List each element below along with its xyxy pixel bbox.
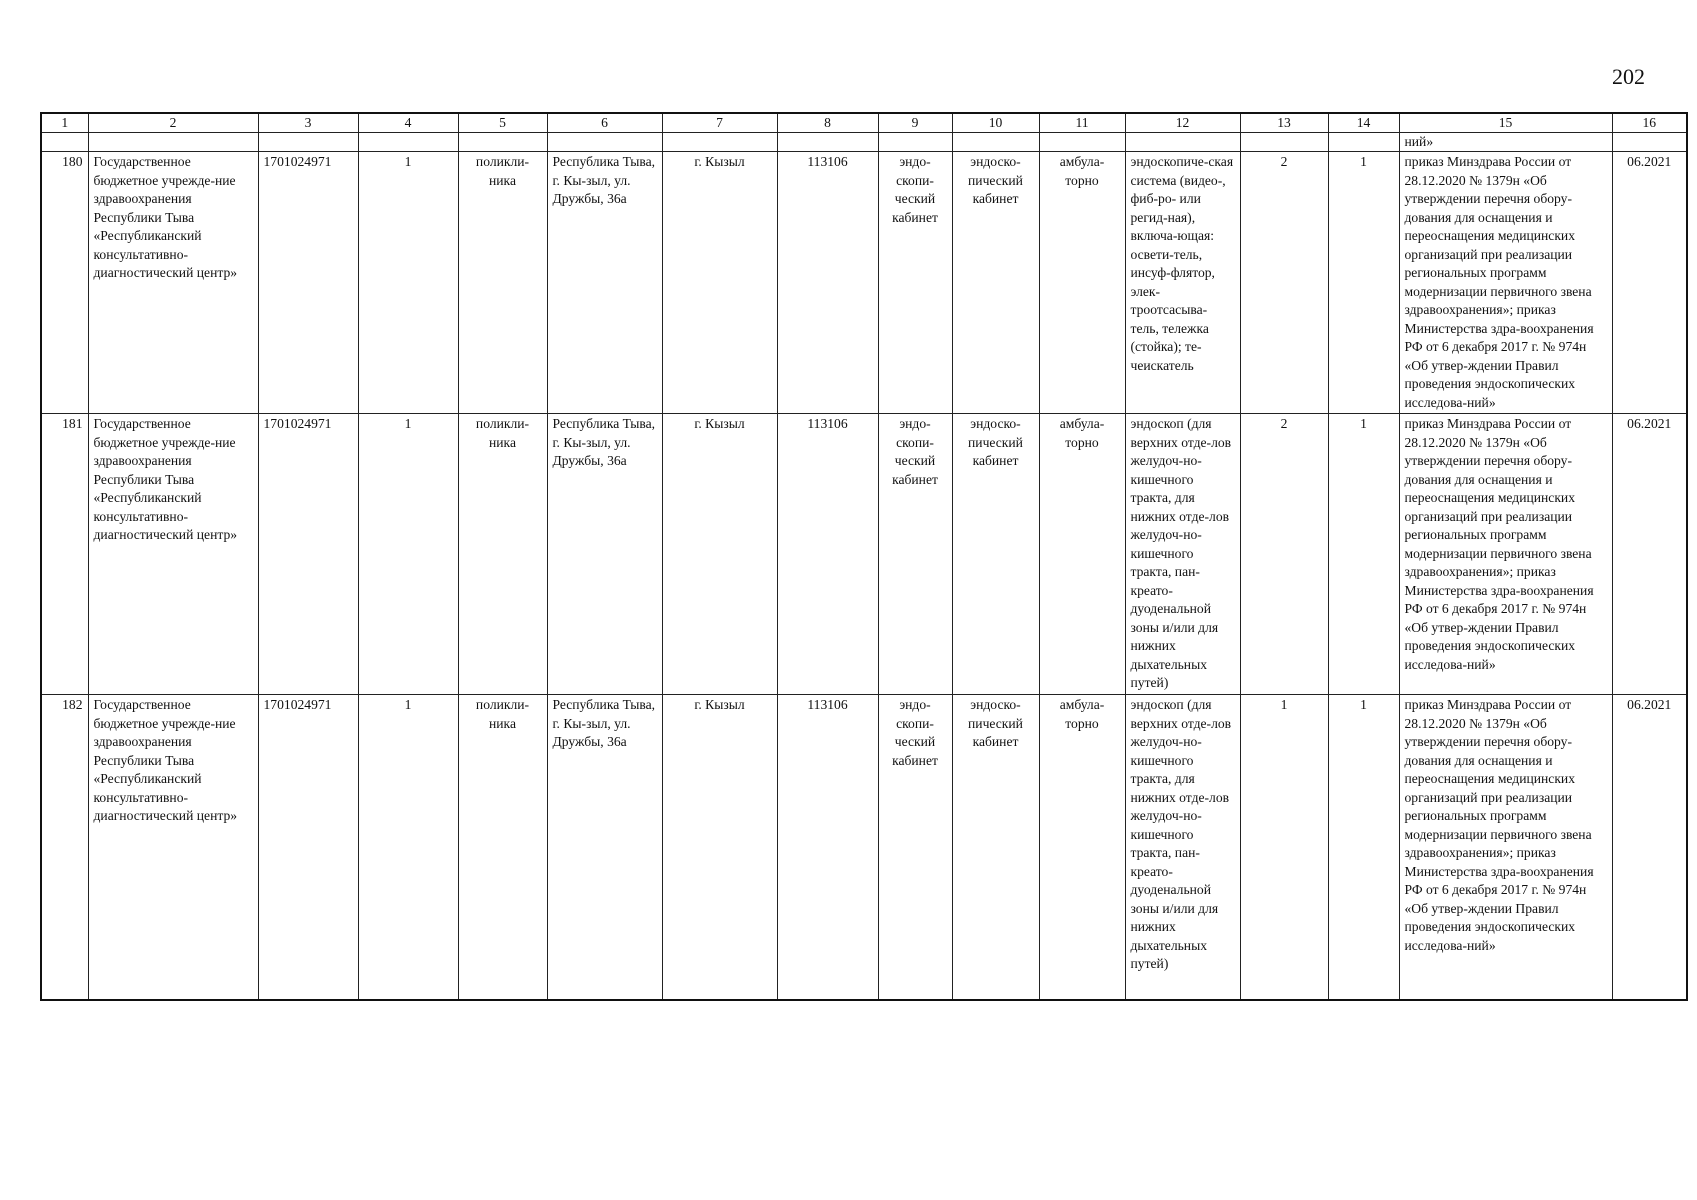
column-number: 6 <box>547 113 662 133</box>
column-number: 16 <box>1612 113 1687 133</box>
code: 113106 <box>777 414 878 695</box>
facility-type: поликли-ника <box>458 152 547 414</box>
organization-name: Государственное бюджетное учрежде-ние здравоохранения Республики Тыва «Республиканский консультативно-диагностический центр» <box>88 152 258 414</box>
column-number-row <box>41 113 1687 133</box>
legal-basis: приказ Минздрава России от 28.12.2020 № 1379н «Об утверждении перечня обору-дования для оснащения и переоснащения медицинских организаций при реализации региональных программ модернизации первичного звена здравоохранения»; приказ Министерства здра-воохранения РФ от 6 декабря 2017 г. № 974н «Об утвер-ждении Правил проведения эндоскопических исследова-ний» <box>1399 414 1612 695</box>
care-mode: амбула-торно <box>1039 695 1125 1001</box>
column-number: 7 <box>662 113 777 133</box>
table-cell <box>1328 133 1399 152</box>
table-cell <box>458 133 547 152</box>
column-4-value: 1 <box>358 152 458 414</box>
continuation-row <box>41 133 1687 152</box>
room-name: эндоско-пический кабинет <box>952 152 1039 414</box>
equipment-description: эндоскоп (для верхних отде-лов желудоч-но-кишечного тракта, для нижних отде-лов желудоч-но-кишечного тракта, пан-креато-дуоденальной зоны и/или для нижних дыхательных путей) <box>1125 414 1240 695</box>
column-number: 2 <box>88 113 258 133</box>
table-cell <box>1612 133 1687 152</box>
organization-name: Государственное бюджетное учрежде-ние здравоохранения Республики Тыва «Республиканский консультативно-диагностический центр» <box>88 695 258 1001</box>
inn-code: 1701024971 <box>258 152 358 414</box>
column-number: 1 <box>41 113 88 133</box>
care-mode: амбула-торно <box>1039 414 1125 695</box>
city: г. Кызыл <box>662 414 777 695</box>
table-cell <box>547 133 662 152</box>
column-number: 13 <box>1240 113 1328 133</box>
address: Республика Тыва, г. Кы-зыл, ул. Дружбы, 36а <box>547 152 662 414</box>
column-number: 11 <box>1039 113 1125 133</box>
column-number: 15 <box>1399 113 1612 133</box>
continuation-text: ний» <box>1399 133 1612 152</box>
care-mode: амбула-торно <box>1039 152 1125 414</box>
unit-name: эндо-скопи-ческий кабинет <box>878 695 952 1001</box>
inn-code: 1701024971 <box>258 695 358 1001</box>
code: 113106 <box>777 152 878 414</box>
column-13-value: 1 <box>1240 695 1328 1001</box>
city: г. Кызыл <box>662 152 777 414</box>
table-row <box>41 695 1687 1001</box>
date: 06.2021 <box>1612 414 1687 695</box>
column-4-value: 1 <box>358 695 458 1001</box>
column-number: 9 <box>878 113 952 133</box>
table-row <box>41 152 1687 414</box>
equipment-registry-table <box>40 112 1688 1001</box>
date: 06.2021 <box>1612 695 1687 1001</box>
legal-basis: приказ Минздрава России от 28.12.2020 № 1379н «Об утверждении перечня обору-дования для оснащения и переоснащения медицинских организаций при реализации региональных программ модернизации первичного звена здравоохранения»; приказ Министерства здра-воохранения РФ от 6 декабря 2017 г. № 974н «Об утвер-ждении Правил проведения эндоскопических исследова-ний» <box>1399 152 1612 414</box>
row-number: 181 <box>41 414 88 695</box>
room-name: эндоско-пический кабинет <box>952 695 1039 1001</box>
table-cell <box>662 133 777 152</box>
table-cell <box>1240 133 1328 152</box>
column-number: 12 <box>1125 113 1240 133</box>
table-cell <box>88 133 258 152</box>
city: г. Кызыл <box>662 695 777 1001</box>
column-14-value: 1 <box>1328 414 1399 695</box>
legal-basis: приказ Минздрава России от 28.12.2020 № 1379н «Об утверждении перечня обору-дования для оснащения и переоснащения медицинских организаций при реализации региональных программ модернизации первичного звена здравоохранения»; приказ Министерства здра-воохранения РФ от 6 декабря 2017 г. № 974н «Об утвер-ждении Правил проведения эндоскопических исследова-ний» <box>1399 695 1612 1001</box>
unit-name: эндо-скопи-ческий кабинет <box>878 152 952 414</box>
table-cell <box>358 133 458 152</box>
inn-code: 1701024971 <box>258 414 358 695</box>
column-13-value: 2 <box>1240 152 1328 414</box>
table-cell <box>878 133 952 152</box>
row-number: 180 <box>41 152 88 414</box>
facility-type: поликли-ника <box>458 414 547 695</box>
table-cell <box>258 133 358 152</box>
column-number: 4 <box>358 113 458 133</box>
equipment-description: эндоскоп (для верхних отде-лов желудоч-но-кишечного тракта, для нижних отде-лов желудоч-но-кишечного тракта, пан-креато-дуоденальной зоны и/или для нижних дыхательных путей) <box>1125 695 1240 1001</box>
room-name: эндоско-пический кабинет <box>952 414 1039 695</box>
table-row <box>41 414 1687 695</box>
column-number: 10 <box>952 113 1039 133</box>
column-4-value: 1 <box>358 414 458 695</box>
address: Республика Тыва, г. Кы-зыл, ул. Дружбы, 36а <box>547 414 662 695</box>
column-number: 5 <box>458 113 547 133</box>
column-14-value: 1 <box>1328 695 1399 1001</box>
table-body <box>41 113 1687 1000</box>
row-number: 182 <box>41 695 88 1001</box>
address: Республика Тыва, г. Кы-зыл, ул. Дружбы, 36а <box>547 695 662 1001</box>
table-cell <box>41 133 88 152</box>
organization-name: Государственное бюджетное учрежде-ние здравоохранения Республики Тыва «Республиканский консультативно-диагностический центр» <box>88 414 258 695</box>
column-13-value: 2 <box>1240 414 1328 695</box>
table-cell <box>777 133 878 152</box>
column-number: 8 <box>777 113 878 133</box>
code: 113106 <box>777 695 878 1001</box>
column-14-value: 1 <box>1328 152 1399 414</box>
table-cell <box>1125 133 1240 152</box>
column-number: 14 <box>1328 113 1399 133</box>
facility-type: поликли-ника <box>458 695 547 1001</box>
table-cell <box>952 133 1039 152</box>
unit-name: эндо-скопи-ческий кабинет <box>878 414 952 695</box>
date: 06.2021 <box>1612 152 1687 414</box>
equipment-description: эндоскопиче-ская система (видео-, фиб-ро- или регид-ная), включа-ющая: освети-тель, инсуф-флятор, элек-троотсасыва-тель, тележка (стойка); те-чеискатель <box>1125 152 1240 414</box>
page-number: 202 <box>1612 64 1645 89</box>
column-number: 3 <box>258 113 358 133</box>
table-cell <box>1039 133 1125 152</box>
